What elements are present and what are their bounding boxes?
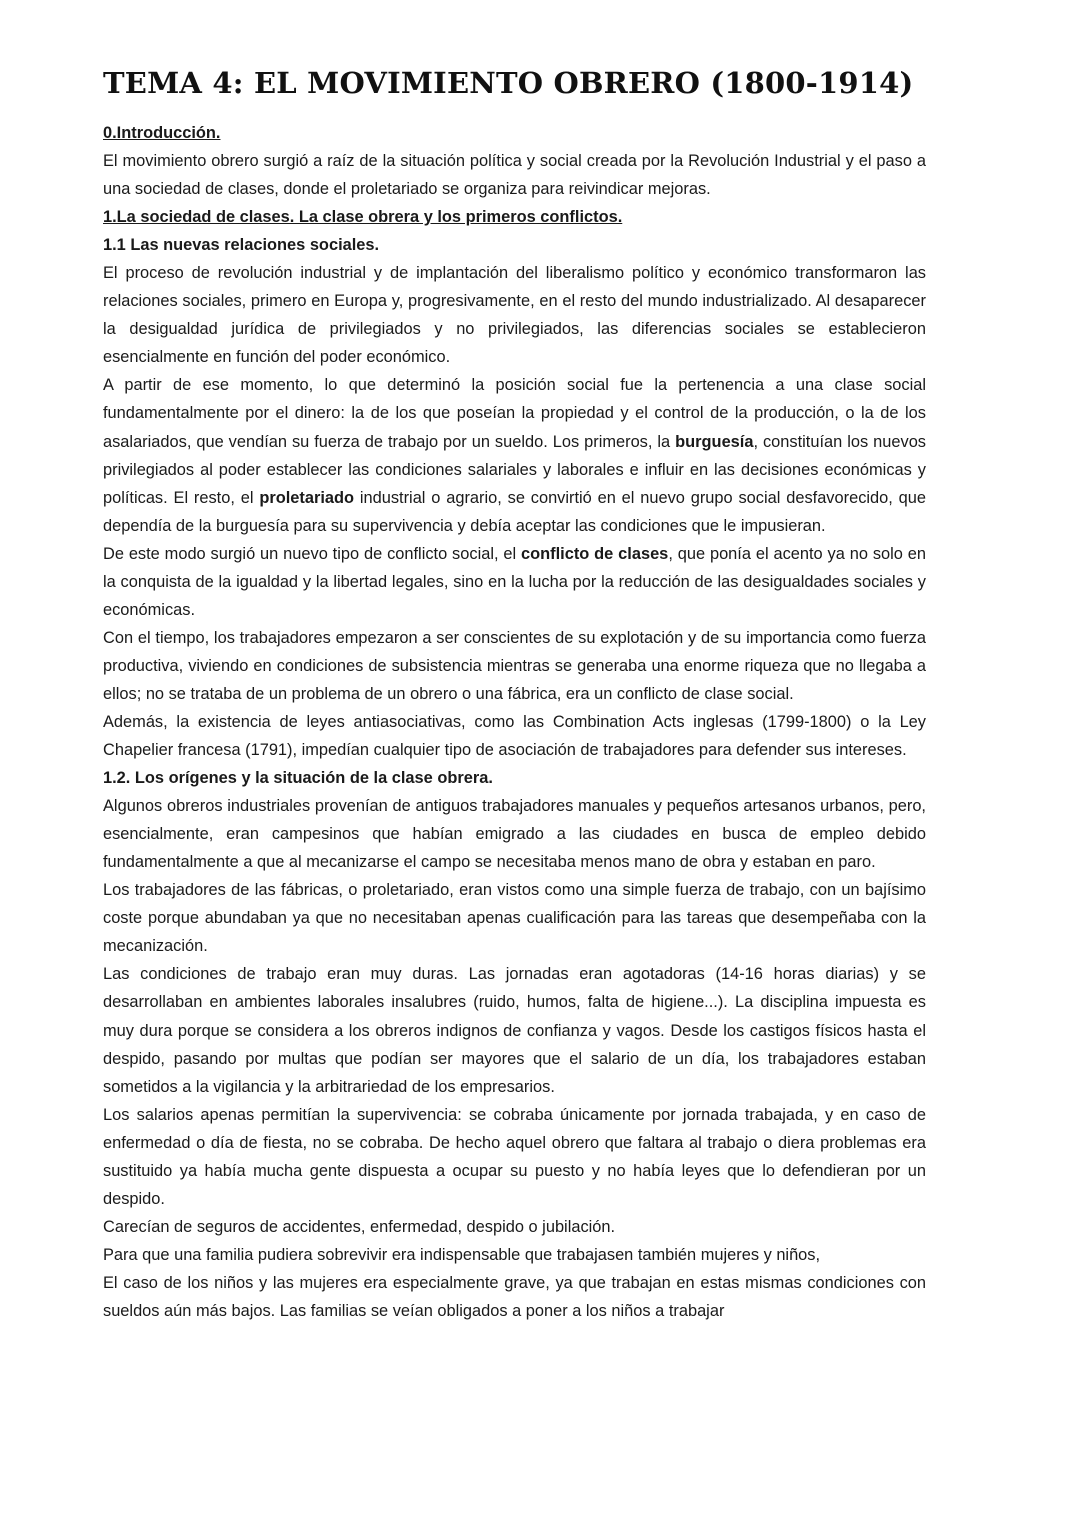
text-run: A partir de ese momento, lo que determinó la posición social fue la pertenencia a una clase social fundamentalmente por el dinero: la de los que poseían la propiedad y el control de la producción, o la de los asalariados, que vendían su fuerza de trabajo por un sueldo. Los primeros, la — [103, 376, 926, 451]
paragraph-condiciones: Las condiciones de trabajo eran muy duras. Las jornadas eran agotadoras (14-16 horas diarias) y se desarrollaban en ambientes laborales insalubres (ruido, humos, falta de higiene...). La disciplina impuesta es muy dura porque se considera a los obreros indignos de confianza y vagos. Desde los castigos físicos hasta el despido, pasando por multas que podían ser mayores que el salario de un día, los trabajadores estaban sometidos a la vigilancia y la arbitrariedad de los empresarios. — [103, 965, 926, 1096]
paragraph-seguros: Carecían de seguros de accidentes, enfermedad, despido o jubilación. — [103, 1217, 616, 1236]
bold-term-conflicto-de-clases: conflicto de clases — [521, 544, 669, 563]
paragraph-proceso: El proceso de revolución industrial y de implantación del liberalismo político y económico transformaron las relaciones sociales, primero en Europa y, progresivamente, en el resto del mundo industrializado. Al desaparecer la desigualdad jurídica de privilegiados y no privilegiados, las diferencias sociales se establecieron esencialmente en función del poder económico. — [103, 264, 926, 367]
text-run: , constituían los nuevos privilegiados al poder establecer las condiciones salariales y laborales e influir en las decisiones económicas y políticas. El resto, el — [103, 432, 927, 507]
paragraph-familia: Para que una familia pudiera sobrevivir era indispensable que trabajasen también mujeres y niños, — [103, 1245, 821, 1264]
section-heading-introduccion: 0.Introducción. — [103, 124, 221, 142]
paragraph-origenes: Algunos obreros industriales provenían de antiguos trabajadores manuales y pequeños artesanos urbanos, pero, esencialmente, eran campesinos que habían emigrado a las ciudades en busca de empleo debido fundamentalmente a que al mecanizarse el campo se necesitaba menos mano de obra y estaban en paro. — [103, 797, 926, 872]
document-page — [103, 62, 926, 1325]
text-run: De este modo surgió un nuevo tipo de conflicto social, el — [103, 544, 522, 563]
section-heading-sociedad-de-clases: 1.La sociedad de clases. La clase obrera y los primeros conflictos. — [103, 208, 623, 227]
paragraph-intro: El movimiento obrero surgió a raíz de la situación política y social creada por la Revolución Industrial y el paso a una sociedad de clases, donde el proletariado se organiza para reivindicar mejoras. — [103, 152, 926, 199]
bold-term-proletariado: proletariado — [259, 488, 355, 507]
paragraph-posicion-social — [103, 371, 926, 539]
paragraph-salarios: Los salarios apenas permitían la supervivencia: se cobraba únicamente por jornada trabajada, y en caso de enfermedad o día de fiesta, no se cobraba. De hecho aquel obrero que faltara al trabajo o diera problemas era sustituido ya había mucha gente dispuesta a ocupar su puesto y no había leyes que lo defendieran por un despido. — [103, 1105, 926, 1208]
paragraph-conflicto — [103, 540, 926, 624]
text-run: industrial o agrario, se convirtió en el nuevo grupo social desfavorecido, que dependía de la burguesía para su supervivencia y debía aceptar las condiciones que le impusieran. — [103, 488, 926, 535]
subsection-heading-origenes: 1.2. Los orígenes y la situación de la clase obrera. — [103, 769, 493, 788]
paragraph-proletariado: Los trabajadores de las fábricas, o proletariado, eran vistos como una simple fuerza de trabajo, con un bajísimo coste porque abundaban ya que no necesitaban apenas cualificación para las tareas que desempeñaba con la mecanización. — [103, 881, 926, 956]
paragraph-leyes: Además, la existencia de leyes antiasociativas, como las Combination Acts inglesas (1799-1800) o la Ley Chapelier francesa (1791), impedían cualquier tipo de asociación de trabajadores para defender sus intereses. — [103, 712, 926, 760]
paragraph-ninos-mujeres: El caso de los niños y las mujeres era especialmente grave, ya que trabajan en estas mismas condiciones con sueldos aún más bajos. Las familias se veían obligados a poner a los niños a trabajar — [103, 1273, 926, 1320]
bold-term-burguesia: burguesía — [675, 432, 754, 451]
text-run: , que ponía el acento ya no solo en la conquista de la igualdad y la libertad legales, sino en la lucha por la reducción de las desigualdades sociales y económicas. — [103, 544, 926, 619]
subsection-heading-relaciones-sociales: 1.1 Las nuevas relaciones sociales. — [103, 236, 380, 255]
paragraph-conciencia: Con el tiempo, los trabajadores empezaron a ser conscientes de su explotación y de su importancia como fuerza productiva, viviendo en condiciones de subsistencia mientras se generaba una enorme riqueza que no llegaba a ellos; no se trataba de un problema de un obrero o una fábrica, era un conflicto de clase social. — [103, 628, 926, 703]
page-title: TEMA 4: EL MOVIMIENTO OBRERO (1800-1914) — [103, 66, 914, 100]
